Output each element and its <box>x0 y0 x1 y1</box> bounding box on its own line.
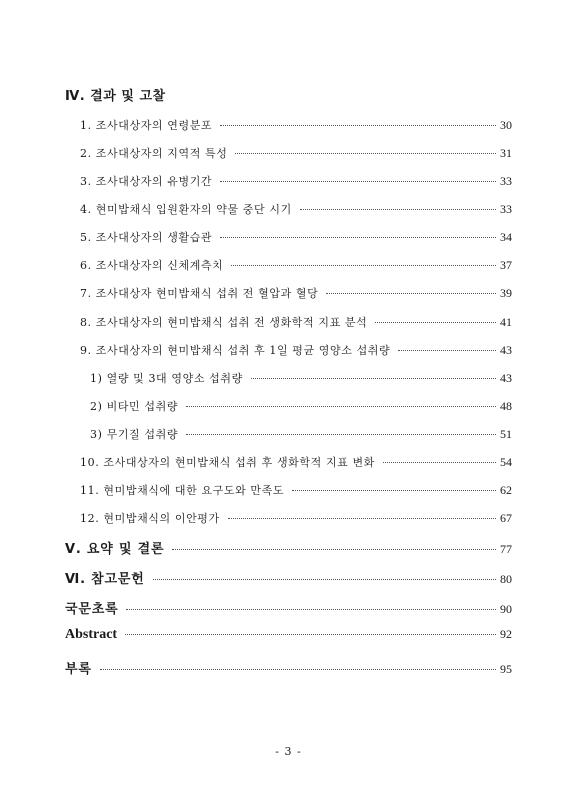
toc-entry-label: Ⅴ. 요약 및 결론 <box>65 542 165 557</box>
toc-entry-page-number: 43 <box>500 343 512 357</box>
toc-entry-page-number: 43 <box>500 371 512 385</box>
dot-leader <box>220 125 496 126</box>
toc-entry-page-number: 62 <box>500 483 512 497</box>
toc-entry-lifestyle[interactable] <box>80 229 512 245</box>
dot-leader <box>126 609 496 610</box>
toc-entry-label: 3. 조사대상자의 유병기간 <box>80 175 213 188</box>
toc-entry-label: 2) 비타민 섭취량 <box>90 400 179 413</box>
toc-entry-appendix[interactable] <box>65 658 512 677</box>
toc-entry-page-number: 54 <box>500 455 512 469</box>
toc-entry-page-number: 33 <box>500 174 512 188</box>
toc-entry-page-number: 48 <box>500 399 512 413</box>
toc-entry-page-number: 80 <box>500 572 512 586</box>
toc-entry-label: 국문초록 <box>65 602 119 617</box>
toc-entry-label: Abstract <box>65 627 118 642</box>
toc-entry-label: 2. 조사대상자의 지역적 특성 <box>80 147 228 160</box>
toc-entry-page-number: 92 <box>500 627 512 641</box>
dot-leader <box>300 209 496 210</box>
toc-entry-abstract[interactable] <box>65 627 512 643</box>
toc-entry-page-number: 37 <box>500 258 512 272</box>
toc-entry-label: 부록 <box>65 662 92 677</box>
toc-entry-label: 12. 현미밥채식의 이안평가 <box>80 512 220 525</box>
toc-entry-vitamin-intake[interactable] <box>90 398 512 414</box>
toc-entry-demand-satisfaction[interactable] <box>80 482 512 498</box>
toc-entry-age-distribution[interactable] <box>80 117 512 133</box>
section-heading-results: Ⅳ. 결과 및 고찰 <box>65 89 166 104</box>
dot-leader <box>292 490 496 491</box>
toc-entry-page-number: 77 <box>500 542 512 556</box>
dot-leader <box>172 549 496 550</box>
toc-entry-label: 10. 조사대상자의 현미밥채식 섭취 후 생화학적 지표 변화 <box>80 456 375 469</box>
toc-entry-biochemical-before[interactable] <box>80 314 512 330</box>
toc-entry-regional-characteristics[interactable] <box>80 145 512 161</box>
toc-entry-nutrient-intake[interactable] <box>80 342 512 358</box>
toc-entry-energy-macronutrients[interactable] <box>90 370 512 386</box>
toc-entry-page-number: 30 <box>500 118 512 132</box>
dot-leader <box>326 293 496 294</box>
dot-leader <box>100 669 496 670</box>
toc-entry-page-number: 90 <box>500 602 512 616</box>
toc-entry-biochemical-change[interactable] <box>80 454 512 470</box>
dot-leader <box>125 634 496 635</box>
toc-entry-blood-pressure-glucose[interactable] <box>80 285 512 301</box>
toc-entry-mineral-intake[interactable] <box>90 426 512 442</box>
toc-entry-summary-conclusion[interactable] <box>65 538 512 557</box>
page-number-footer: - 3 - <box>275 745 302 758</box>
toc-entry-page-number: 51 <box>500 427 512 441</box>
toc-entry-page-number: 95 <box>500 662 512 676</box>
toc-entry-label: 8. 조사대상자의 현미밥채식 섭취 전 생화학적 지표 분석 <box>80 316 368 329</box>
toc-entry-page-number: 39 <box>500 286 512 300</box>
toc-entry-label: 5. 조사대상자의 생활습관 <box>80 231 213 244</box>
toc-entry-page-number: 33 <box>500 202 512 216</box>
toc-entry-page-number: 41 <box>500 315 512 329</box>
dot-leader <box>375 322 496 323</box>
toc-entry-label: 11. 현미밥채식에 대한 요구도와 만족도 <box>80 484 285 497</box>
dot-leader <box>383 462 496 463</box>
dot-leader <box>235 153 496 154</box>
toc-entry-references[interactable] <box>65 568 512 587</box>
toc-entry-label: 3) 무기질 섭취량 <box>90 428 179 441</box>
dot-leader <box>186 434 496 435</box>
toc-entry-page-number: 34 <box>500 230 512 244</box>
toc-entry-label: 1) 열량 및 3대 영양소 섭취량 <box>90 372 243 385</box>
toc-entry-label: 1. 조사대상자의 연령분포 <box>80 119 213 132</box>
toc-entry-label: Ⅵ. 참고문헌 <box>65 572 145 587</box>
toc-entry-anthropometry[interactable] <box>80 257 512 273</box>
dot-leader <box>220 237 496 238</box>
dot-leader <box>398 350 496 351</box>
toc-entry-medication-stop[interactable] <box>80 201 512 217</box>
toc-entry-label: 9. 조사대상자의 현미밥채식 섭취 후 1일 평균 영양소 섭취량 <box>80 344 391 357</box>
toc-entry-label: 7. 조사대상자 현미밥채식 섭취 전 혈압과 혈당 <box>80 287 319 300</box>
dot-leader <box>220 181 496 182</box>
toc-entry-disease-duration[interactable] <box>80 173 512 189</box>
dot-leader <box>231 265 496 266</box>
toc-entry-label: 4. 현미밥채식 입원환자의 약물 중단 시기 <box>80 203 292 216</box>
toc-entry-evaluation[interactable] <box>80 510 512 526</box>
dot-leader <box>251 378 496 379</box>
toc-entry-page-number: 67 <box>500 511 512 525</box>
dot-leader <box>228 518 496 519</box>
toc-entry-label: 6. 조사대상자의 신체계측치 <box>80 259 224 272</box>
toc-entry-page-number: 31 <box>500 146 512 160</box>
dot-leader <box>186 406 496 407</box>
dot-leader <box>153 579 496 580</box>
toc-entry-korean-abstract[interactable] <box>65 598 512 617</box>
